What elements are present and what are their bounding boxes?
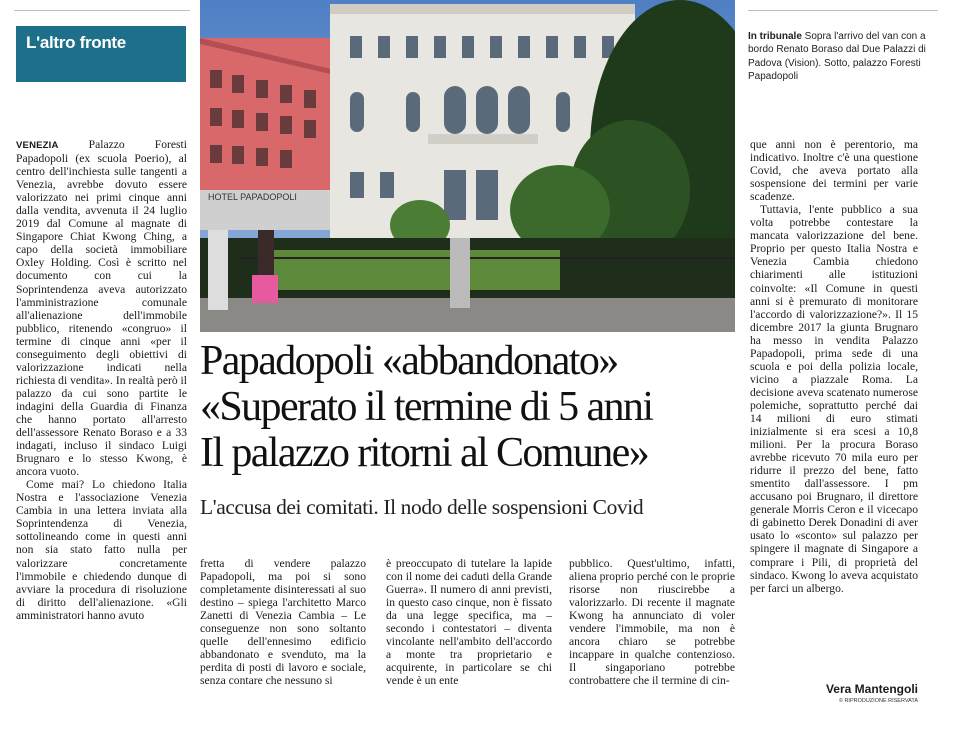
headline (200, 338, 740, 476)
article-column-3 (386, 557, 552, 709)
subheadline: L'accusa dei comitati. Il nodo delle sospensioni Covid (200, 495, 644, 519)
dateline: VENEZIA (16, 140, 59, 151)
article-column-5 (750, 138, 918, 678)
copyright-notice: © RIPRODUZIONE RISERVATA (838, 698, 918, 704)
headline-line: Il palazzo ritorni al Comune» (200, 430, 649, 476)
article-paragraph: que anni non è perentorio, ma indicativo. Inoltre c'è una questione Covid, che aveva portato alla sospensione dei termini per varie scadenze. (750, 138, 918, 204)
article-paragraph: è preoccupato di tutelare la lapide con il nome dei caduti della Grande Guerra». Il numero di anni previsti, in questo caso cinque, non è fissato da una legge specifica, ma – secondo i contestatori – diventa vincolante nell'ambito dell'accordo a monte tra proprietario e acquirente, in particolare se chi vende è un ente (386, 557, 552, 688)
headline-line: «Superato il termine di 5 anni (200, 384, 653, 430)
top-rule-left (14, 10, 190, 11)
headline-line: Papadopoli «abbandonato» (200, 338, 618, 384)
caption-text: Sopra l'arrivo del van con a bordo Renato Boraso dal Due Palazzi di Padova (Vision). Sotto, palazzo Foresti Papadopoli (748, 31, 926, 83)
article-column-4 (569, 557, 735, 709)
article-column-1 (16, 138, 187, 710)
article-text: Palazzo Foresti Papadopoli (ex scuola Poerio), al centro dell'inchiesta sulle tangenti a Venezia, avrebbe dovuto essere valorizzato nei primi cinque anni dalla vendita, avvenuta il 24 luglio 2019 dal Comune al magnate di Singapore Chiat Kwong Ching, a capo della società immobiliare Oxley Holding. Così è scritto nel documento con cui la Soprintendenza aveva autorizzato l'amministrazione comunale all'alienazione dell'immobile pubblico, ritenendo «congruo» il termine di cinque anni «per il conseguimento degli obiettivi di valorizzazione indicati nella richiesta di vendita». In realtà però il palazzo da cui sono partite le indagini della Guardia di Finanza che hanno portato all'arresto dell'assessore Renato Boraso e a 33 indagati, incluso il sindaco Luigi Brugnaro e lo stesso Kwong, è ancora vuoto. (16, 138, 187, 479)
photo-caption (748, 30, 938, 84)
section-tag: L'altro fronte (16, 26, 186, 82)
article-column-2 (200, 557, 366, 709)
article-paragraph: Come mai? Lo chiedono Italia Nostra e l'associazione Venezia Cambia in una lettera inviata alla Soprintendenza di Venezia, sottolineando come in questi anni non sia stato fatto nulla per valorizzare concretamente l'immobile e chiedendo dunque di avviare la procedura di risoluzione di diritto dell'alienazione. «Gli amministratori hanno avuto (16, 478, 187, 622)
byline: Vera Mantengoli (825, 682, 918, 696)
article-paragraph: pubblico. Quest'ultimo, infatti, aliena proprio perché con le proprie risorse non riuscirebbe a valorizzarlo. Di recente il magnate Kwong ha annunciato di voler vendere l'immobile, ma non è ancora chiaro se potrebbe incappare in qualche contenzioso. Il singaporiano potrebbe controbattere che il termine di cin- (569, 557, 735, 688)
palazzo-photo (200, 0, 735, 332)
article-paragraph: Tuttavia, l'ente pubblico a sua volta potrebbe contestare la mancata valorizzazione del bene. Proprio per questo Italia Nostra e Venezia Cambia chiedono chiarimenti alle istituzioni coinvolte: «Il Comune in questi anni si è premurato di monitorare l'accordo di valorizzazione?». Il 15 dicembre 2017 la giunta Brugnaro ha messo in vendita Palazzo Papadopoli, prima sede di una scuola e poi della polizia locale, vicino a piazzale Roma. La decisione aveva scatenato numerose polemiche, soprattutto perché dai 14 milioni di euro stimati inizialmente si era scesi a 10,8 milioni. Per la procura Boraso avrebbe ricevuto 70 mila euro per ridurre il prezzo del bene, fatto smentito dall'assessore. I pm accusano poi Brugnaro, il direttore generale Morris Ceron e il vicecapo di gabinetto Derek Donadini di aver usato lo «sconto» sul palazzo per spingere il magnate di Singapore a comprare i Pili, di proprietà del sindaco. Kwong lo aveva acquistato per farci un albergo. (750, 203, 918, 595)
article-paragraph (16, 138, 187, 478)
palazzo-illustration (200, 0, 735, 332)
hotel-sign: HOTEL PAPADOPOLI (208, 192, 297, 202)
top-rule-right (748, 10, 938, 11)
caption-lead: In tribunale (748, 31, 802, 42)
article-paragraph: fretta di vendere palazzo Papadopoli, ma poi si sono completamente disinteressati al suo destino – spiega l'architetto Marco Zanetti di Venezia Cambia – Le conseguenze non sono soltanto quelle dell'ennesimo edificio abbandonato e svenduto, ma la perdita di posti di lavoro e sociale, senza contare che nessuno si (200, 557, 366, 688)
